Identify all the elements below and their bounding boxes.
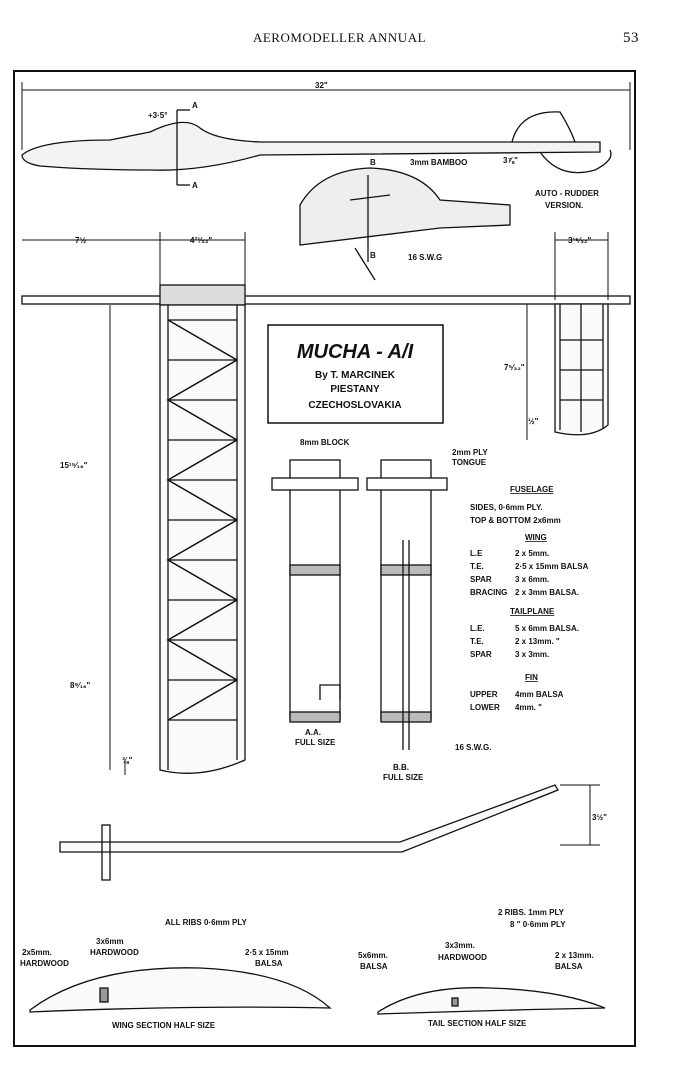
specification-list (470, 485, 589, 712)
wing-plan-view (110, 285, 245, 775)
wing-spec-value: 2 x 5mm. (515, 549, 550, 558)
wing-heading: WING (525, 533, 547, 542)
inboard-dimension: 7½ (75, 236, 87, 245)
block-label: 8mm BLOCK (300, 438, 350, 447)
tail-spec-value: 2 x 13mm. " (515, 637, 560, 646)
plan-country: CZECHOSLOVAKIA (308, 400, 402, 411)
tailplane-plan-view (527, 304, 608, 440)
fuselage-heading: FUSELAGE (510, 485, 554, 494)
tail-te-size: 2 x 13mm. (555, 951, 594, 960)
wing-spar-size: 3x6mm (96, 937, 124, 946)
tail-section-caption: TAIL SECTION HALF SIZE (428, 1019, 527, 1028)
fin-heading: FIN (525, 673, 538, 682)
tail-span-dimension: 3¹⁵⁄₃₂" (568, 236, 592, 245)
section-aa-drawing (272, 460, 358, 722)
panel-inner-dimension: 15¹⁵⁄₁₆" (60, 461, 88, 470)
auto-rudder-version: VERSION. (545, 201, 584, 210)
fuselage-sides: SIDES, 0·6mm PLY. (470, 503, 543, 512)
tailplane-heading: TAILPLANE (510, 607, 555, 616)
page-number: 53 (623, 30, 639, 46)
tail-spec-value: 5 x 6mm BALSA. (515, 624, 580, 633)
tail-spec-key: SPAR (470, 650, 492, 659)
wing-te-material: BALSA (255, 959, 283, 968)
section-bb-drawing (367, 460, 447, 750)
tail-te-material: BALSA (555, 962, 583, 971)
fin-spec-value: 4mm BALSA (515, 690, 564, 699)
tail-spec-key: L.E. (470, 624, 485, 633)
wing-le-material: HARDWOOD (20, 959, 69, 968)
aa-label: A.A. (305, 728, 321, 737)
tail-spec-value: 3 x 3mm. (515, 650, 550, 659)
wire-bottom-label: 16 S.W.G. (455, 743, 492, 752)
tail-ribs-label-2: 8 " 0·6mm PLY (510, 920, 566, 929)
plan-author: By T. MARCINEK (314, 370, 396, 381)
bb-size-label: FULL SIZE (383, 773, 424, 782)
fin-spec-value: 4mm. " (515, 703, 542, 712)
section-a-bottom: A (192, 181, 198, 190)
dihedral-dimension: 3½" (592, 813, 607, 822)
section-a-top: A (192, 101, 198, 110)
fuselage-top-bottom: TOP & BOTTOM 2x6mm (470, 516, 561, 525)
wire-top-label: 16 S.W.G (408, 253, 443, 262)
section-b-top: B (370, 158, 376, 167)
plan-title: MUCHA - A/I (296, 341, 414, 363)
fin-spec-key: LOWER (470, 703, 500, 712)
tail-ribs-label: 2 RIBS. 1mm PLY (498, 908, 564, 917)
wing-section-caption: WING SECTION HALF SIZE (112, 1021, 216, 1030)
fuselage-top-view (22, 296, 630, 304)
auto-rudder-label: AUTO - RUDDER (535, 189, 599, 198)
aa-size-label: FULL SIZE (295, 738, 336, 747)
wing-spec-key: T.E. (470, 562, 484, 571)
wing-spec-key: BRACING (470, 588, 508, 597)
wing-te-size: 2·5 x 15mm (245, 948, 289, 957)
panel-tip-dimension: 8⁹⁄₁₆" (70, 681, 91, 690)
wing-spec-value: 2·5 x 15mm BALSA (515, 562, 589, 571)
tail-offset-dimension: ½" (528, 417, 539, 426)
ply-tongue-label: TONGUE (452, 458, 487, 467)
tail-spar-size: 3x3mm. (445, 941, 475, 950)
ply-label: 2mm PLY (452, 448, 488, 457)
tip-offset-dimension: ⅜" (122, 756, 133, 765)
auto-rudder-detail (300, 168, 510, 280)
wing-spar-material: HARDWOOD (90, 948, 139, 957)
wing-spec-value: 3 x 6mm. (515, 575, 550, 584)
tail-spar-material: HARDWOOD (438, 953, 487, 962)
fuselage-side-view (22, 110, 611, 185)
overall-length-label: 32" (315, 81, 328, 90)
wing-section-drawing (30, 968, 330, 1012)
bb-label: B.B. (393, 763, 409, 772)
chord-dimension: 4²³⁄₃₂" (190, 236, 213, 245)
wing-ribs-label: ALL RIBS 0·6mm PLY (165, 918, 247, 927)
tail-spec-key: T.E. (470, 637, 484, 646)
wing-spec-value: 2 x 3mm BALSA. (515, 588, 580, 597)
fin-height-label: 3⅞" (503, 156, 518, 165)
tail-chord-dimension: 7⁵⁄₃₂" (504, 363, 525, 372)
wing-front-view (60, 785, 600, 880)
fin-spec-key: UPPER (470, 690, 498, 699)
wing-spec-key: L.E (470, 549, 483, 558)
wing-le-size: 2x5mm. (22, 948, 52, 957)
tail-le-size: 5x6mm. (358, 951, 388, 960)
tail-section-drawing (378, 988, 605, 1014)
bamboo-label: 3mm BAMBOO (410, 158, 468, 167)
tail-le-material: BALSA (360, 962, 388, 971)
angle-label: +3·5° (148, 111, 168, 120)
wing-spec-key: SPAR (470, 575, 492, 584)
plan-city: PIESTANY (330, 384, 380, 395)
section-b-bottom: B (370, 251, 376, 260)
running-header: AEROMODELLER ANNUAL (252, 30, 427, 45)
